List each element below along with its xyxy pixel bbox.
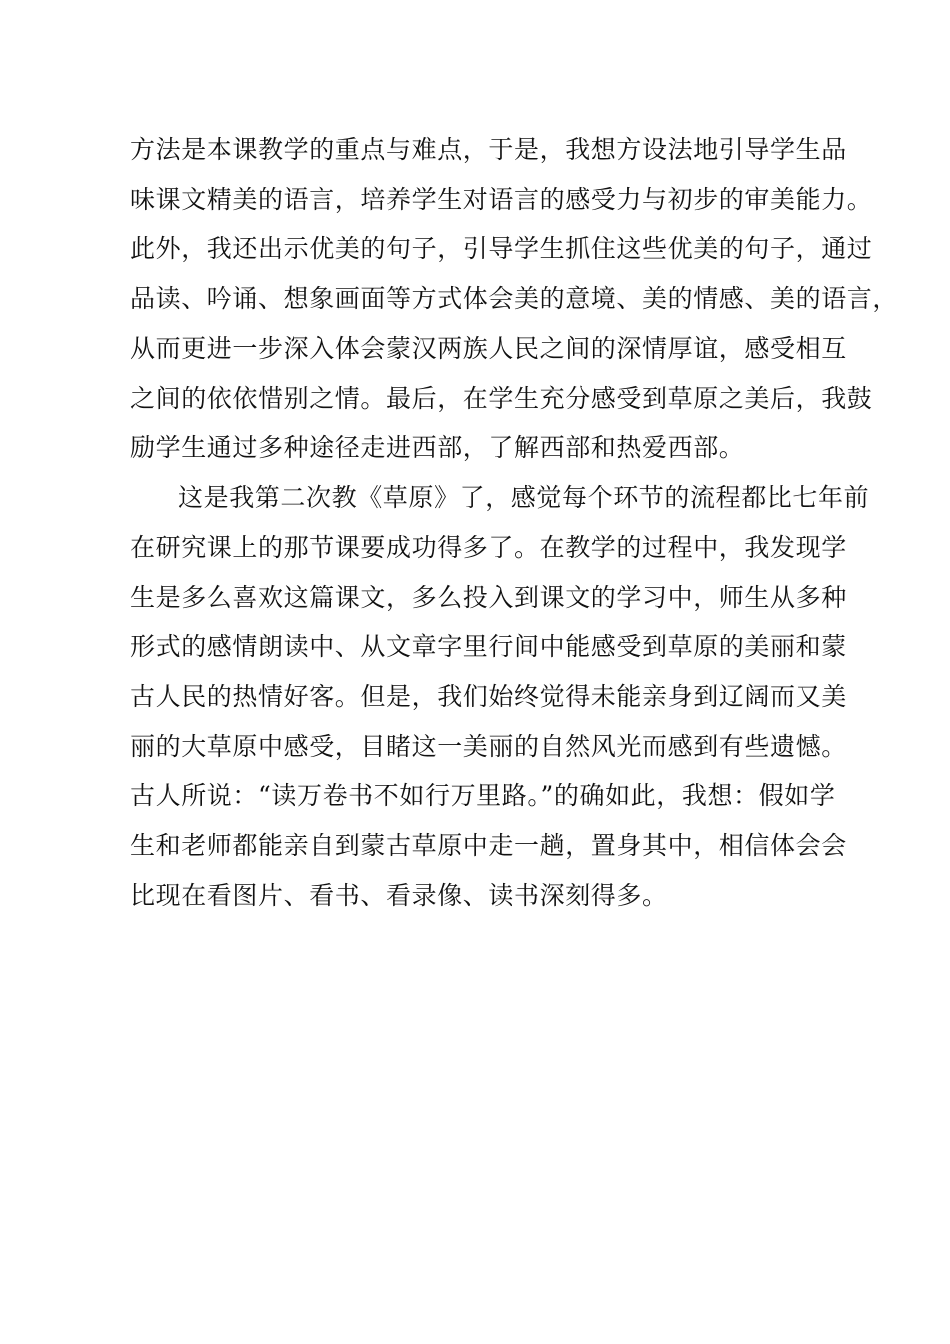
- text-line-10: 生是多么喜欢这篇课文，多么投入到课文的学习中，师生从多种: [130, 583, 847, 612]
- text-line-7: 励学生通过多种途径走进西部，了解西部和热爱西部。: [130, 433, 745, 462]
- text-line-13: 丽的大草原中感受，目睹这一美丽的自然风光而感到有些遗憾。: [130, 732, 847, 761]
- text-line-1: 方法是本课教学的重点与难点，于是，我想方设法地引导学生品: [130, 135, 847, 164]
- text-line-12: 古人民的热情好客。但是，我们始终觉得未能亲身到辽阔而又美: [130, 682, 847, 711]
- text-line-15: 生和老师都能亲自到蒙古草原中走一趟，置身其中，相信体会会: [130, 831, 847, 860]
- text-line-8: 这是我第二次教《草原》了，感觉每个环节的流程都比七年前: [178, 483, 870, 512]
- text-line-5: 从而更进一步深入体会蒙汉两族人民之间的深情厚谊，感受相互: [130, 334, 847, 363]
- text-line-6: 之间的依依惜别之情。最后，在学生充分感受到草原之美后，我鼓: [130, 384, 873, 413]
- text-line-3: 此外，我还出示优美的句子，引导学生抓住这些优美的句子，通过: [130, 234, 873, 263]
- text-line-14: 古人所说：“读万卷书不如行万里路。”的确如此，我想：假如学: [130, 781, 836, 810]
- text-line-9: 在研究课上的那节课要成功得多了。在教学的过程中，我发现学: [130, 533, 847, 562]
- text-line-11: 形式的感情朗读中、从文章字里行间中能感受到草原的美丽和蒙: [130, 632, 847, 661]
- text-line-2: 味课文精美的语言，培养学生对语言的感受力与初步的审美能力。: [130, 185, 873, 214]
- text-line-16: 比现在看图片、看书、看录像、读书深刻得多。: [130, 881, 668, 910]
- text-line-4: 品读、吟诵、想象画面等方式体会美的意境、美的情感、美的语言，: [130, 284, 899, 313]
